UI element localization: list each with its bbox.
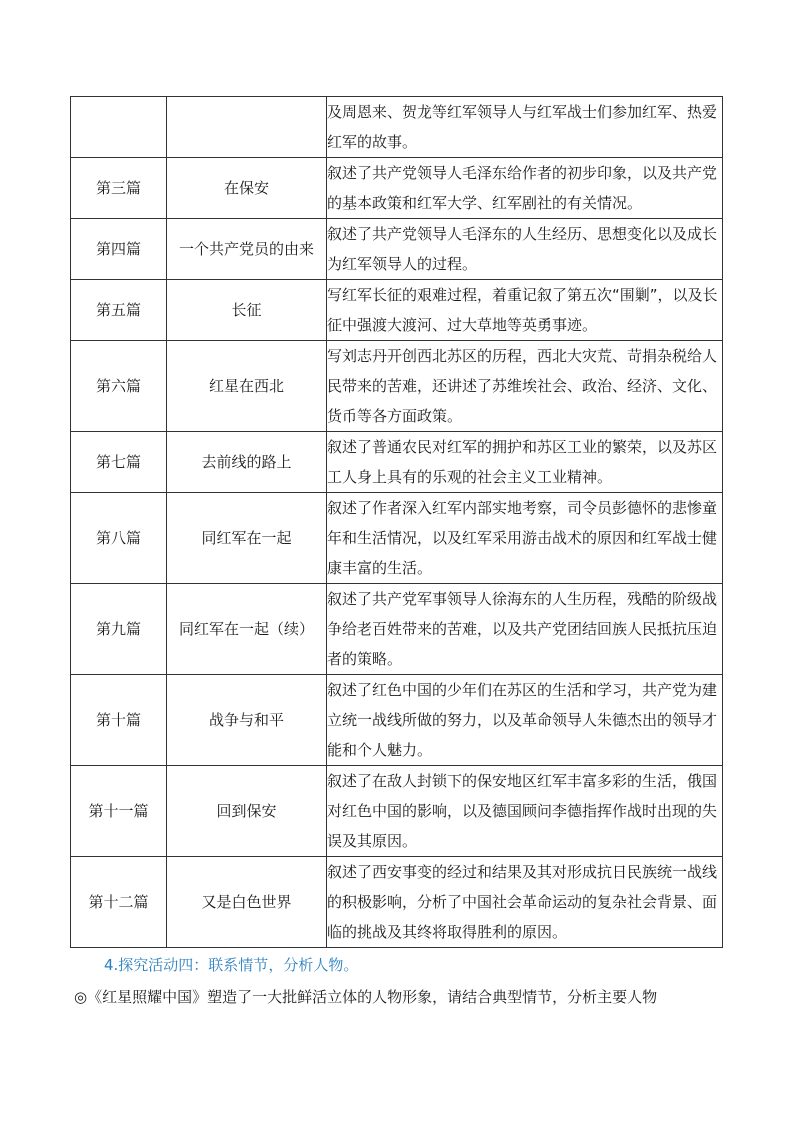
table-row xyxy=(71,857,723,948)
chapter-description-cell: 叙述了共产党领导人毛泽东的人生经历、思想变化以及成长为红军领导人的过程。 xyxy=(327,219,723,280)
chapter-title-cell: 红星在西北 xyxy=(167,341,327,432)
chapter-description-cell: 写刘志丹开创西北苏区的历程，西北大灾荒、苛捐杂税给人民带来的苦难，还讲述了苏维埃社会、政治、经济、文化、货币等各方面政策。 xyxy=(327,341,723,432)
table-body xyxy=(71,97,723,948)
chapter-summary-table xyxy=(70,96,723,948)
chapter-number-cell: 第十二篇 xyxy=(71,857,167,948)
chapter-title-cell: 在保安 xyxy=(167,158,327,219)
table-row xyxy=(71,158,723,219)
chapter-title-cell: 同红军在一起（续） xyxy=(167,584,327,675)
table-row xyxy=(71,280,723,341)
chapter-description-cell: 及周恩来、贺龙等红军领导人与红军战士们参加红军、热爱红军的故事。 xyxy=(327,97,723,158)
table-row xyxy=(71,493,723,584)
chapter-number-cell: 第十篇 xyxy=(71,675,167,766)
question-prompt: ◎《红星照耀中国》塑造了一大批鲜活立体的人物形象，请结合典型情节，分析主要人物 xyxy=(74,988,658,1006)
chapter-number-cell: 第四篇 xyxy=(71,219,167,280)
chapter-number-cell: 第七篇 xyxy=(71,432,167,493)
chapter-title-cell: 同红军在一起 xyxy=(167,493,327,584)
chapter-description-cell: 叙述了在敌人封锁下的保安地区红军丰富多彩的生活，俄国对红色中国的影响，以及德国顾问李德指挥作战时出现的失误及其原因。 xyxy=(327,766,723,857)
table-row xyxy=(71,219,723,280)
chapter-title-cell: 一个共产党员的由来 xyxy=(167,219,327,280)
chapter-number-cell: 第八篇 xyxy=(71,493,167,584)
chapter-title-cell: 长征 xyxy=(167,280,327,341)
chapter-title-cell: 战争与和平 xyxy=(167,675,327,766)
chapter-number-cell: 第三篇 xyxy=(71,158,167,219)
table-row xyxy=(71,432,723,493)
chapter-description-cell: 写红军长征的艰难过程，着重记叙了第五次“围剿”，以及长征中强渡大渡河、过大草地等英勇事迹。 xyxy=(327,280,723,341)
chapter-description-cell: 叙述了共产党领导人毛泽东给作者的初步印象，以及共产党的基本政策和红军大学、红军剧社的有关情况。 xyxy=(327,158,723,219)
chapter-number-cell: 第九篇 xyxy=(71,584,167,675)
table-row xyxy=(71,97,723,158)
chapter-description-cell: 叙述了作者深入红军内部实地考察，司令员彭德怀的悲惨童年和生活情况，以及红军采用游击战术的原因和红军战士健康丰富的生活。 xyxy=(327,493,723,584)
chapter-title-cell: 又是白色世界 xyxy=(167,857,327,948)
chapter-title-cell xyxy=(167,97,327,158)
chapter-number-cell: 第五篇 xyxy=(71,280,167,341)
table-row xyxy=(71,584,723,675)
chapter-description-cell: 叙述了共产党军事领导人徐海东的人生历程，残酷的阶级战争给老百姓带来的苦难，以及共产党团结回族人民抵抗压迫者的策略。 xyxy=(327,584,723,675)
chapter-description-cell: 叙述了普通农民对红军的拥护和苏区工业的繁荣，以及苏区工人身上具有的乐观的社会主义工业精神。 xyxy=(327,432,723,493)
chapter-description-cell: 叙述了西安事变的经过和结果及其对形成抗日民族统一战线的积极影响，分析了中国社会革命运动的复杂社会背景、面临的挑战及其终将取得胜利的原因。 xyxy=(327,857,723,948)
chapter-number-cell xyxy=(71,97,167,158)
chapter-title-cell: 回到保安 xyxy=(167,766,327,857)
chapter-description-cell: 叙述了红色中国的少年们在苏区的生活和学习，共产党为建立统一战线所做的努力，以及革命领导人朱德杰出的领导才能和个人魅力。 xyxy=(327,675,723,766)
chapter-title-cell: 去前线的路上 xyxy=(167,432,327,493)
table-row xyxy=(71,341,723,432)
chapter-number-cell: 第十一篇 xyxy=(71,766,167,857)
table-row xyxy=(71,766,723,857)
section-heading: 4.探究活动四：联系情节，分析人物。 xyxy=(104,956,359,974)
chapter-number-cell: 第六篇 xyxy=(71,341,167,432)
table-row xyxy=(71,675,723,766)
